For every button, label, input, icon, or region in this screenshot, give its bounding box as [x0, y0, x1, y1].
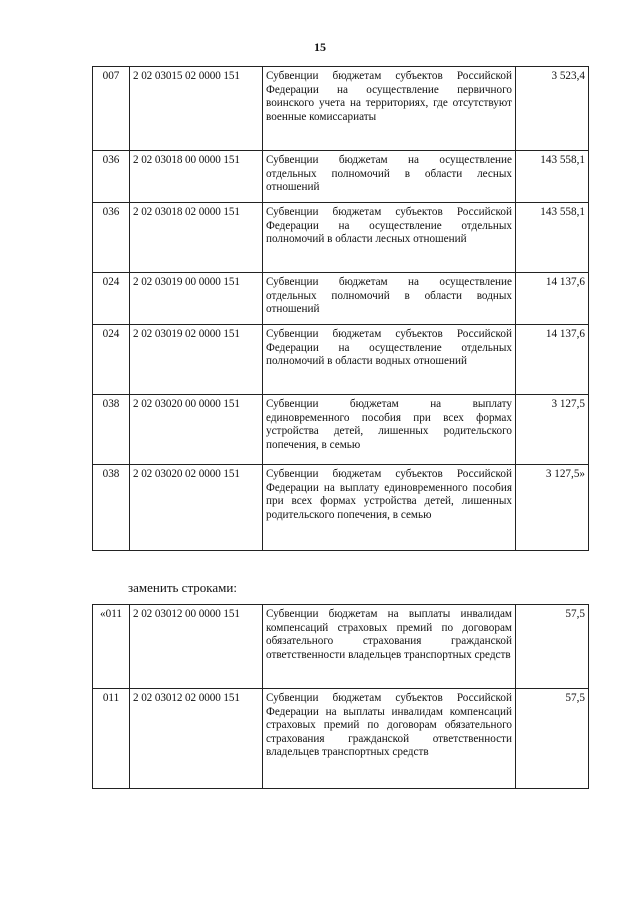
income-name-cell: Субвенции бюджетам субъектов Российской Федерации на осуществление отдельных полномочий в области водных отношений	[263, 325, 516, 395]
table-row	[93, 273, 589, 325]
admin-code-cell: 036	[93, 203, 130, 273]
income-name-cell: Субвенции бюджетам субъектов Российской Федерации на осуществление первичного воинского учета на территориях, где отсутствуют военные комиссариаты	[263, 67, 516, 151]
table-row	[93, 151, 589, 203]
budget-class-code-cell: 2 02 03012 00 0000 151	[130, 605, 263, 689]
table-row	[93, 689, 589, 789]
table-row	[93, 203, 589, 273]
budget-class-code-cell: 2 02 03019 00 0000 151	[130, 273, 263, 325]
table-row	[93, 67, 589, 151]
amount-cell: 57,5	[516, 605, 589, 689]
table-row	[93, 395, 589, 465]
admin-code-cell: 024	[93, 325, 130, 395]
budget-class-code-cell: 2 02 03018 00 0000 151	[130, 151, 263, 203]
table-row	[93, 325, 589, 395]
income-name-cell: Субвенции бюджетам на выплаты инвалидам компенсаций страховых премий по договорам обязательного страхования гражданской ответственности владельцев транспортных средств	[263, 605, 516, 689]
amount-cell: 57,5	[516, 689, 589, 789]
admin-code-cell: 011	[93, 689, 130, 789]
page-number: 15	[314, 40, 326, 54]
admin-code-cell: 036	[93, 151, 130, 203]
budget-class-code-cell: 2 02 03018 02 0000 151	[130, 203, 263, 273]
budget-class-code-cell: 2 02 03019 02 0000 151	[130, 325, 263, 395]
income-name-cell: Субвенции бюджетам на выплату единовременного пособия при всех формах устройства детей, лишенных родительского попечения, в семью	[263, 395, 516, 465]
admin-code-cell: 007	[93, 67, 130, 151]
amount-cell: 3 127,5»	[516, 465, 589, 551]
admin-code-cell: «011	[93, 605, 130, 689]
budget-class-code-cell: 2 02 03012 02 0000 151	[130, 689, 263, 789]
admin-code-cell: 024	[93, 273, 130, 325]
admin-code-cell: 038	[93, 465, 130, 551]
amount-cell: 14 137,6	[516, 325, 589, 395]
income-name-cell: Субвенции бюджетам на осуществление отдельных полномочий в области водных отношений	[263, 273, 516, 325]
income-name-cell: Субвенции бюджетам на осуществление отдельных полномочий в области лесных отношений	[263, 151, 516, 203]
income-name-cell: Субвенции бюджетам субъектов Российской Федерации на осуществление отдельных полномочий в области лесных отношений	[263, 203, 516, 273]
budget-table-replaced	[92, 66, 589, 551]
amount-cell: 143 558,1	[516, 151, 589, 203]
replace-instruction: заменить строками:	[128, 580, 237, 595]
amount-cell: 3 523,4	[516, 67, 589, 151]
budget-class-code-cell: 2 02 03020 00 0000 151	[130, 395, 263, 465]
budget-class-code-cell: 2 02 03020 02 0000 151	[130, 465, 263, 551]
amount-cell: 3 127,5	[516, 395, 589, 465]
amount-cell: 14 137,6	[516, 273, 589, 325]
table-row	[93, 605, 589, 689]
table-row	[93, 465, 589, 551]
income-name-cell: Субвенции бюджетам субъектов Российской Федерации на выплату единовременного пособия при всех формах устройства детей, лишенных родительского попечения, в семью	[263, 465, 516, 551]
income-name-cell: Субвенции бюджетам субъектов Российской Федерации на выплаты инвалидам компенсаций страховых премий по договорам обязательного страхования гражданской ответственности владельцев транспортных средств	[263, 689, 516, 789]
budget-class-code-cell: 2 02 03015 02 0000 151	[130, 67, 263, 151]
budget-table-new	[92, 604, 589, 789]
amount-cell: 143 558,1	[516, 203, 589, 273]
admin-code-cell: 038	[93, 395, 130, 465]
